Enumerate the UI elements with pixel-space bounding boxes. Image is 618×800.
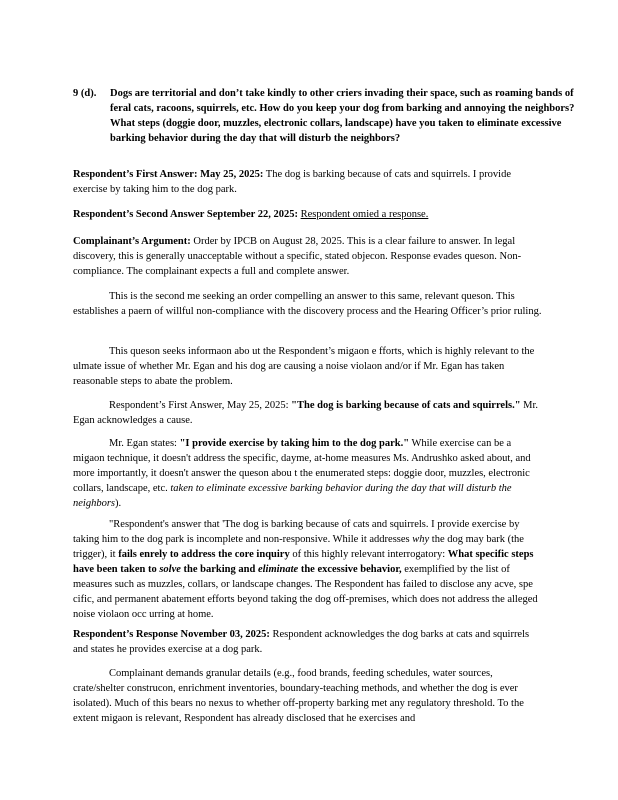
paragraph-5-solve: solve	[159, 564, 181, 575]
paragraph-3	[73, 398, 545, 428]
second-answer	[73, 207, 545, 222]
complainant-argument-text: Order by IPCB on August 28, 2025. This is a clear failure to answer. In legal discovery, this is generally unacceptable without a specific, stated objecon. Response evades queson. Non-compliance. The complainant expects a full and complete answer.	[73, 236, 522, 277]
respondent-response-label: Respondent’s Response November 03, 2025:	[73, 629, 270, 640]
first-answer	[73, 167, 545, 197]
paragraph-5-eliminate: eliminate	[257, 564, 299, 575]
paragraph-5-and: the barking and	[180, 564, 258, 575]
paragraph-4-italic: taken to eliminate excessive barking behavior during the day that will disturb the neighbors	[73, 483, 512, 509]
second-answer-label: Respondent’s Second Answer September 22, 2025:	[73, 209, 298, 220]
paragraph-3-quote: "The dog is barking because of cats and squirrels."	[291, 400, 521, 411]
paragraph-5-why: why	[412, 534, 430, 545]
paragraph-3-lead: Respondent’s First Answer, May 25, 2025:	[109, 400, 289, 411]
paragraph-2: This queson seeks informaon abo ut the Respondent’s migaon e fforts, which is highly relevant to the ulmate issue of whether Mr. Egan and his dog are causing a noise violaon and/or if Mr. Egan has taken reasonable steps to abate the problem.	[73, 346, 535, 387]
paragraph-4-body: While exercise can be a migaon technique, it doesn't address the specific, dayme, at-home measures Ms. Andrushko asked about, and more importantly, it doesn't answer the queson abou t the enumerated steps: doggie door, muzzles, electronic collars, landscape, etc.	[73, 438, 531, 494]
final-paragraph: Complainant demands granular details (e.g., food brands, feeding schedules, water sources, crate/shelter construcon, enrichment inventories, boundary-teaching methods, and whether the dog is ever isolated). Much of this bears no nexus to whether off-property barking met any regulatory threshold. To the extent migaon is relevant, Respondent has already disclosed that he exercises and	[73, 668, 524, 724]
paragraph-5-core: fails enrely to address the core inquiry	[118, 549, 290, 560]
paragraph-5	[73, 517, 545, 622]
paragraph-5-lead: "Respondent's answer that 'The dog is barking because of cats and squirrels. I provide exercise by taking him to the dog park is incomplete and non-responsive. While it addresses	[73, 519, 520, 545]
second-answer-text: Respondent omied a response.	[300, 209, 429, 220]
paragraph-5-interrog: of this highly relevant interrogatory:	[289, 549, 448, 560]
respondent-response-text: Respondent acknowledges the dog barks at cats and squirrels and states he provides exercise at a dog park.	[73, 629, 530, 655]
paragraph-4-lead: Mr. Egan states:	[109, 438, 180, 449]
paragraph-4-quote: "I provide exercise by taking him to the dog park."	[179, 438, 410, 449]
paragraph-3-tail: Mr. Egan acknowledges a cause.	[73, 400, 539, 426]
first-answer-text: The dog is barking because of cats and squirrels. I provide exercise by taking him to the dog park.	[73, 169, 512, 195]
question-number: 9 (d).	[73, 88, 97, 99]
paragraph-5-behavior: the excessive behavior,	[298, 564, 402, 575]
first-answer-label: Respondent’s First Answer: May 25, 2025:	[73, 169, 264, 180]
paragraph-4	[73, 436, 545, 511]
complainant-argument	[73, 234, 545, 279]
paragraph-5-question: What specific steps have been taken to	[73, 549, 534, 575]
paragraph-4-tail: ).	[115, 498, 122, 509]
paragraph-5-tail: exemplified by the list of measures such as muzzles, collars, or landscape changes. The Respondent has failed to disclose any acve, spe cific, and permanent abatement efforts beyond taking the dog off-premises, which does not address the alleged noise violaon occ urring at home.	[73, 564, 538, 620]
paragraph-5-mid: the dog may bark (the trigger), it	[73, 534, 524, 560]
respondent-response	[73, 627, 545, 657]
question-text: Dogs are territorial and don’t take kindly to other criers invading their space, such as roaming bands of feral cats, racoons, squirrels, etc. How do you keep your dog from barking and annoying the neighbors? What steps (doggie door, muzzles, electronic collars, landscape) have you taken to eliminate excessive barking behavior during the day that will disturb the neighbors?	[110, 88, 575, 144]
paragraph-1: This is the second me seeking an order compelling an answer to this same, relevant queson. This establishes a paern of willful non-compliance with the discovery process and the Hearing Officer’s prior ruling.	[73, 291, 542, 317]
complainant-argument-label: Complainant’s Argument:	[73, 236, 191, 247]
